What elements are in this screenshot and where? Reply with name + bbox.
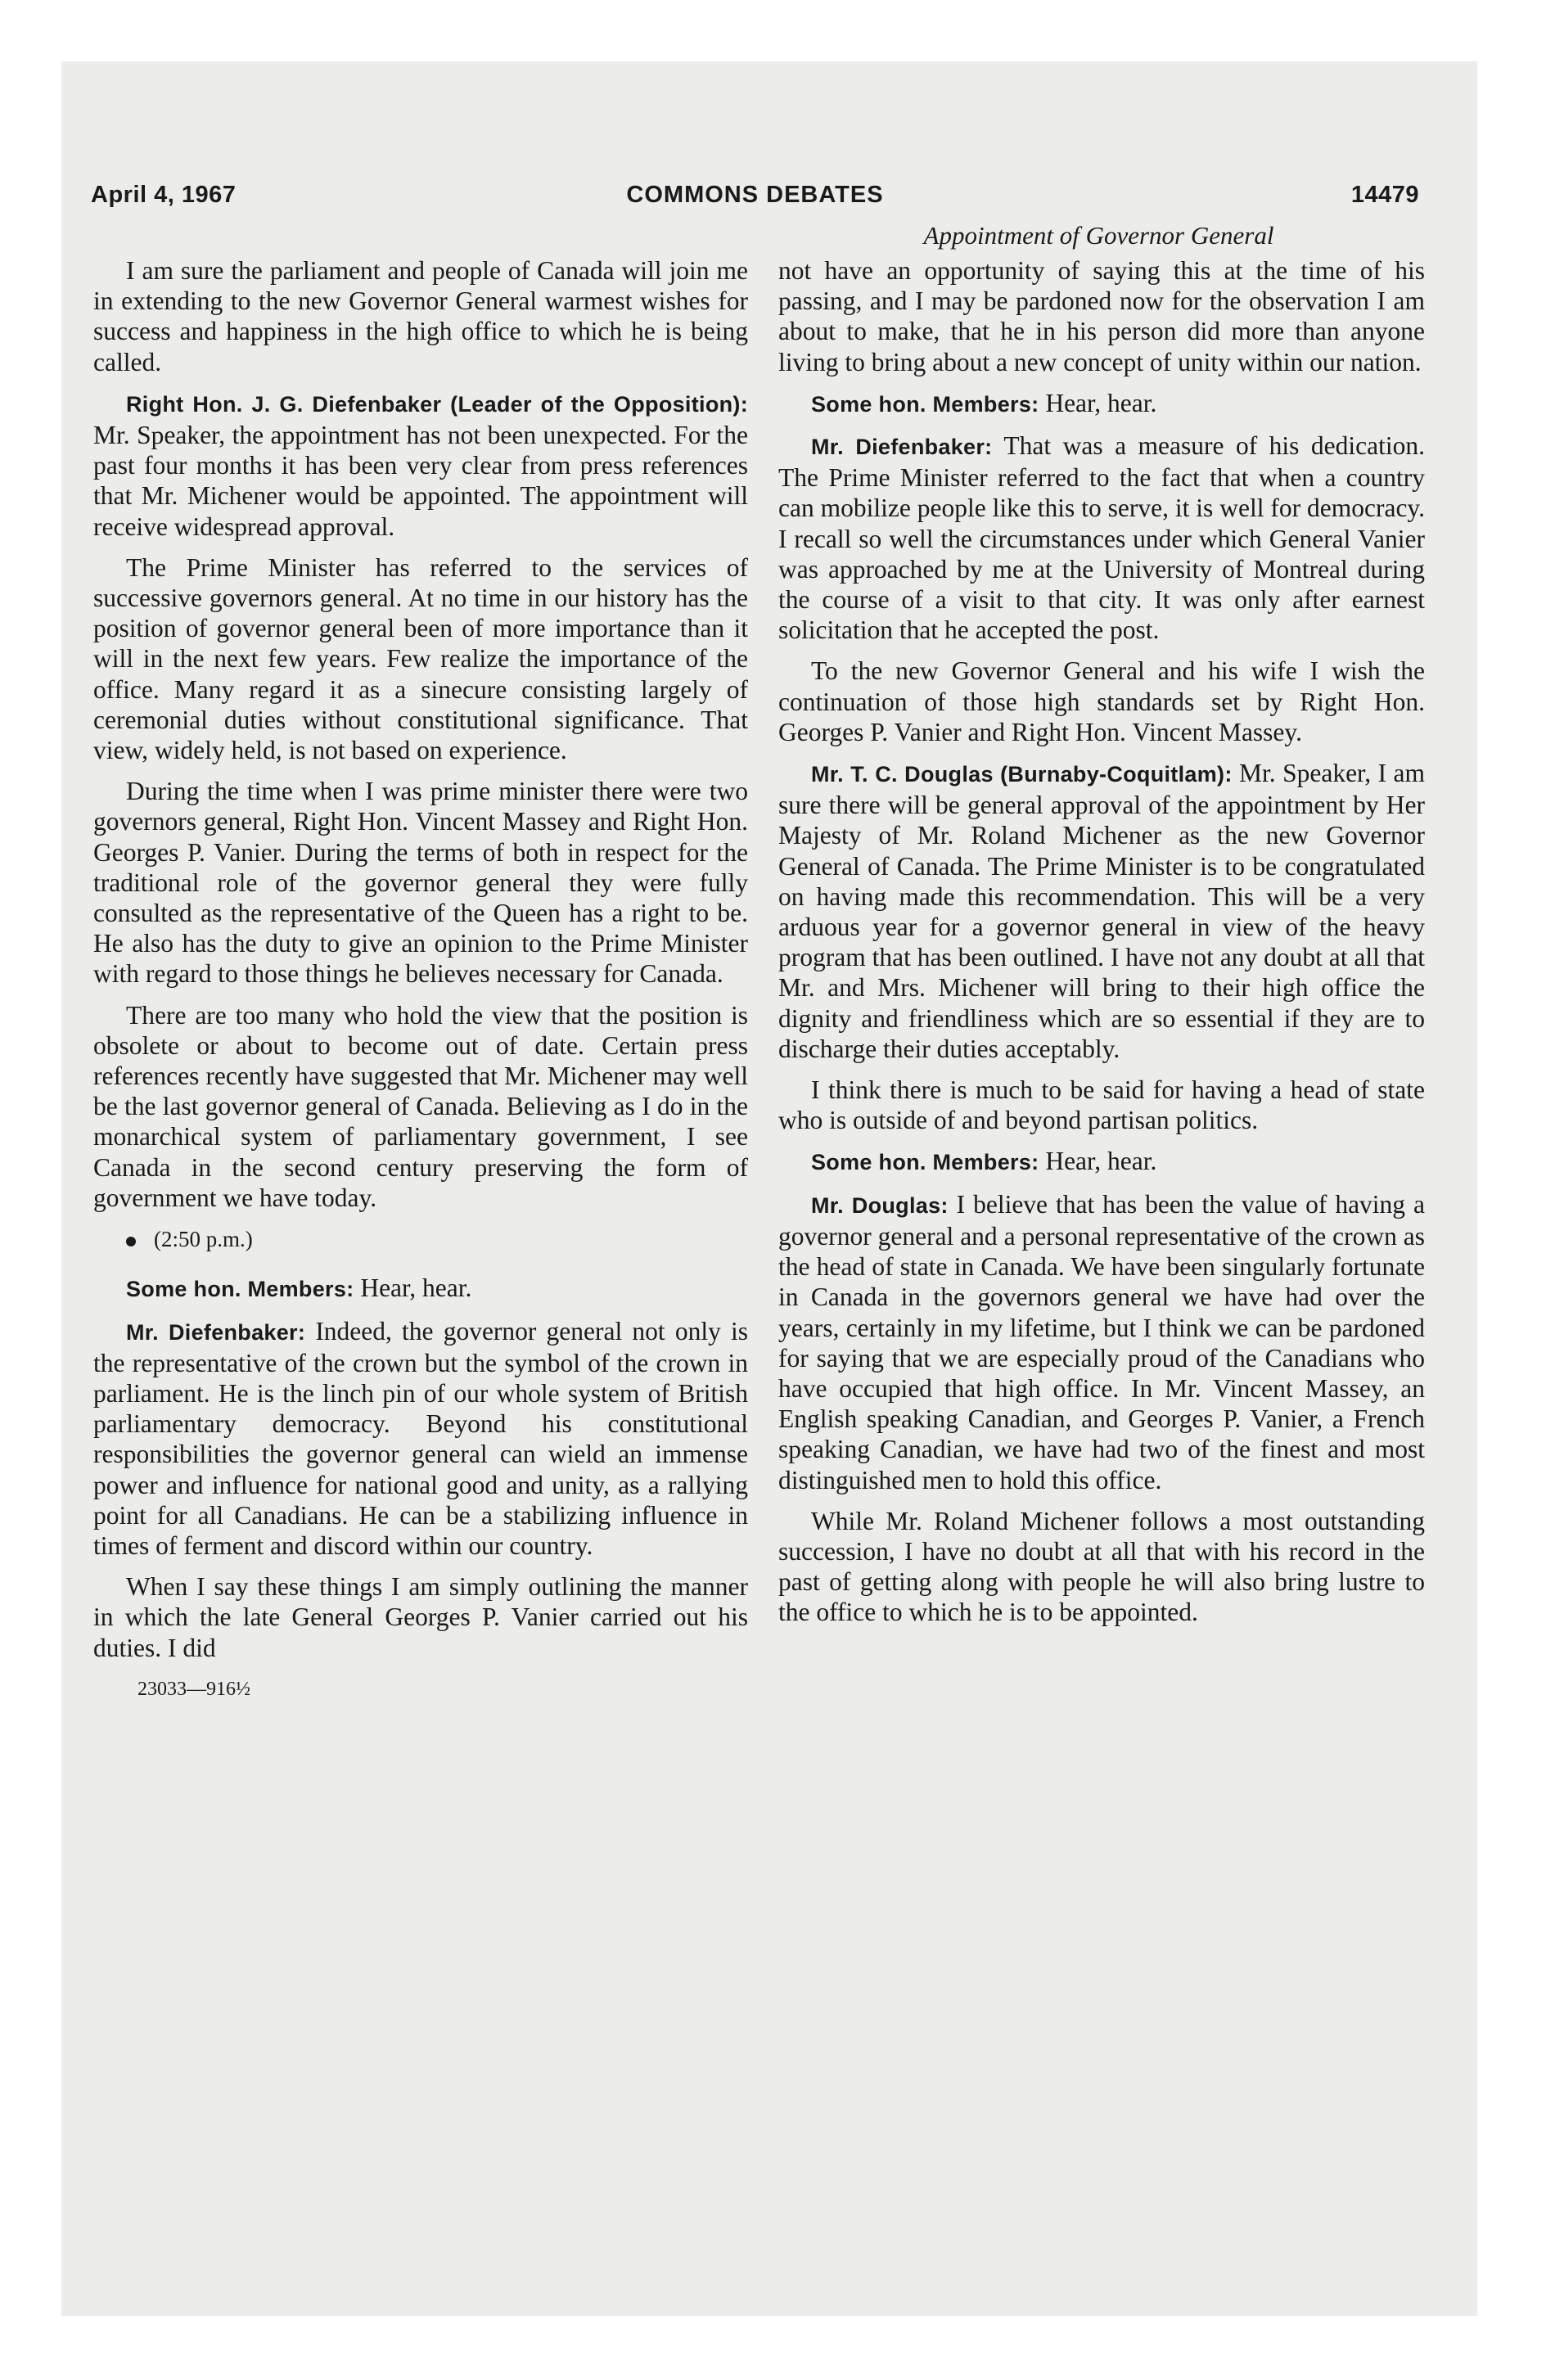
speaker-name: Some hon. Members: bbox=[811, 1150, 1039, 1175]
speaker-name: Some hon. Members: bbox=[811, 391, 1039, 417]
left-column bbox=[93, 255, 748, 1705]
speech-text: Hear, hear. bbox=[1039, 388, 1157, 417]
paragraph: I am sure the parliament and people of Canada will join me in extending to the new Governor General warmest wishes for success and happiness in the high office to which he is being called. bbox=[93, 256, 748, 376]
paragraph: To the new Governor General and his wife I wish the continuation of those high standards set by Right Hon. Georges P. Vanier and Right Hon. Vincent Massey. bbox=[778, 656, 1425, 746]
paragraph bbox=[93, 1316, 748, 1562]
paragraph bbox=[778, 1189, 1425, 1495]
paragraph bbox=[778, 758, 1425, 1064]
page-header bbox=[91, 182, 1419, 214]
paragraph: I think there is much to be said for having a head of state who is outside of and beyond partisan politics. bbox=[778, 1075, 1425, 1135]
paragraph bbox=[778, 1146, 1425, 1178]
printer-code: 23033—916½ bbox=[137, 1678, 250, 1700]
speech-text: Hear, hear. bbox=[354, 1273, 472, 1303]
paragraph: During the time when I was prime minister there were two governors general, Right Hon. Vincent Massey and Right Hon. Georges P. Vanier. During the terms of both in respect for the traditional role of the governor general they were fully consulted as the representative of the Queen has a right to be. He also has the duty to give an opinion to the Prime Minister with regard to those things he believes necessary for Canada. bbox=[93, 777, 748, 989]
paragraph bbox=[93, 388, 748, 542]
paragraph: There are too many who hold the view that the position is obsolete or about to become out of date. Certain press references recently have suggested that Mr. Michener may well be the last governor general of Canada. Believing as I do in the monarchical system of parliamentary government, I see Canada in the second century preserving the form of government we have today. bbox=[93, 1000, 748, 1212]
speaker-name: Mr. Douglas: bbox=[811, 1192, 949, 1218]
time-stamp: (2:50 p.m.) bbox=[154, 1227, 253, 1252]
speaker-name: Right Hon. J. G. Diefenbaker (Leader of the Opposition): bbox=[126, 391, 748, 417]
header-title: COMMONS DEBATES bbox=[626, 182, 884, 208]
speech-text: That was a measure of his dedication. The Prime Minister referred to the fact that when a country can mobilize people like this to serve, it is well for democracy. I recall so well the circumstances under which General Vanier was approached by me at the University of Montreal during the course of a visit to that city. It was only after earnest solicitation that he accepted the post. bbox=[778, 431, 1425, 645]
paragraph: When I say these things I am simply outlining the manner in which the late General Georges P. Vanier carried out his duties. I did bbox=[93, 1572, 748, 1662]
paragraph bbox=[93, 1273, 748, 1305]
header-page-number: 14479 bbox=[1350, 182, 1419, 208]
right-column bbox=[778, 255, 1425, 1639]
speech-text: I believe that has been the value of having a governor general and a personal representative of the crown as the head of state in Canada. We have been singularly fortunate in Canada in the governors general we have had over the years, certainly in my lifetime, but I think we can be pardoned for saying that we are especially proud of the Canadians who have occupied that high office. In Mr. Vincent Massey, an English speaking Canadian, and Georges P. Vanier, a French speaking Canadian, we have had two of the finest and most distinguished men to hold this office. bbox=[778, 1189, 1425, 1494]
speaker-name: Mr. T. C. Douglas (Burnaby-Coquitlam): bbox=[811, 762, 1233, 787]
paragraph: The Prime Minister has referred to the services of successive governors general. At no time in our history has the position of governor general been of more importance than it will in the next few years. Few realize the importance of the office. Many regard it as a sinecure consisting largely of ceremonial duties without constitutional significance. That view, widely held, is not based on experience. bbox=[93, 552, 748, 765]
speech-text: Hear, hear. bbox=[1039, 1147, 1157, 1176]
header-date: April 4, 1967 bbox=[91, 182, 237, 208]
paragraph bbox=[778, 388, 1425, 420]
speech-text: Indeed, the governor general not only is the representative of the crown but the symbol of the crown in parliament. He is the linch pin of our whole system of British parliamentary democracy. Beyond his constitutional responsibilities the governor general can wield an immense power and influence for national good and unity, as a rallying point for all Canadians. He can be a stabilizing influence in times of ferment and discord within our country. bbox=[93, 1316, 748, 1560]
speech-text: Mr. Speaker, the appointment has not been unexpected. For the past four months it has been very clear from press references that Mr. Michener would be appointed. The appointment will receive widespread approval. bbox=[93, 421, 748, 541]
speaker-name: Some hon. Members: bbox=[126, 1277, 354, 1302]
paragraph: While Mr. Roland Michener follows a most outstanding succession, I have no doubt at all that with his record in the past of getting along with people he will also bring lustre to the office to which he is to be appointed. bbox=[778, 1506, 1425, 1627]
running-subheading: Appointment of Governor General bbox=[923, 221, 1274, 250]
speaker-name: Mr. Diefenbaker: bbox=[126, 1319, 306, 1345]
speaker-name: Mr. Diefenbaker: bbox=[811, 435, 993, 460]
time-marker bbox=[93, 1224, 748, 1255]
speech-text: Mr. Speaker, I am sure there will be general approval of the appointment by Her Majesty of Mr. Roland Michener as the new Governor General of Canada. The Prime Minister is to be congratulated on having made this recommendation. This will be a very arduous year for a governor general in view of the heavy program that has been outlined. I have not any doubt at all that Mr. and Mrs. Michener will bring to their high office the dignity and friendliness which are so essential if they are to discharge their duties acceptably. bbox=[778, 759, 1425, 1063]
paragraph bbox=[778, 430, 1425, 645]
bullet-icon bbox=[126, 1237, 136, 1246]
paragraph: not have an opportunity of saying this at the time of his passing, and I may be pardoned now for the observation I am about to make, that he in his person did more than anyone living to bring about a new concept of unity within our nation. bbox=[778, 256, 1425, 376]
